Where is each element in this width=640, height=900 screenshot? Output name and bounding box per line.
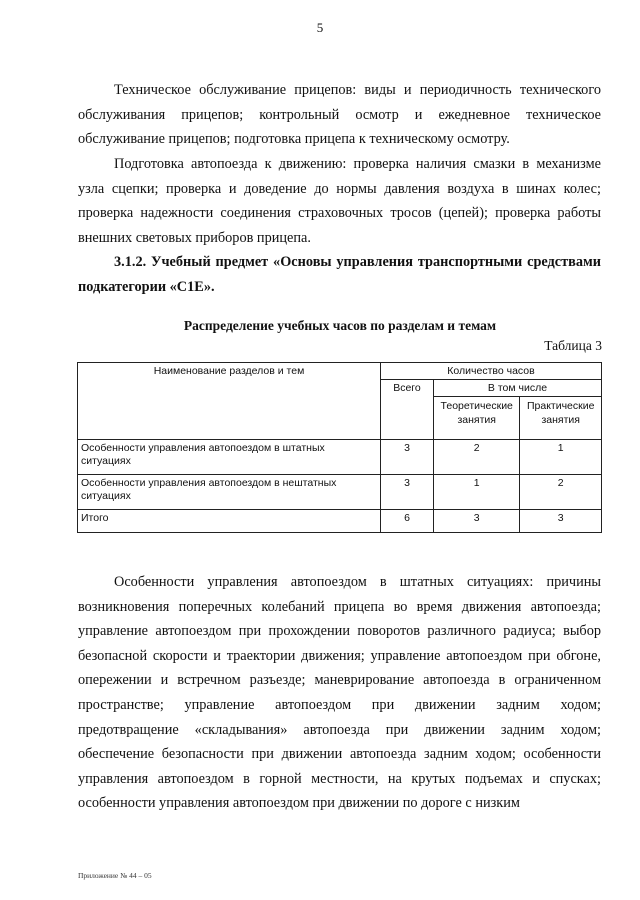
row-name: Итого bbox=[78, 510, 381, 533]
header-including: В том числе bbox=[434, 380, 602, 397]
header-theory: Теоретические занятия bbox=[434, 397, 520, 440]
paragraph-road-train-preparation: Подготовка автопоезда к движению: проверка наличия смазки в механизме узла сцепки; проверка и доведение до нормы давления воздуха в шинах колес; проверка надежности соединения страховочных тросов (цепей); проверка работы внешних световых приборов прицепа. bbox=[78, 156, 601, 246]
footer-annex-label: Приложение № 44 – 05 bbox=[78, 871, 152, 880]
header-total: Всего bbox=[381, 380, 434, 440]
row-total: 6 bbox=[381, 510, 434, 533]
hours-table bbox=[77, 362, 602, 533]
table-row bbox=[78, 440, 602, 475]
row-total: 3 bbox=[381, 475, 434, 510]
row-practice: 3 bbox=[520, 510, 602, 533]
row-theory: 1 bbox=[434, 475, 520, 510]
table-header-row bbox=[78, 363, 602, 380]
row-total: 3 bbox=[381, 440, 434, 475]
section-subheading: 3.1.2. Учебный предмет «Основы управления транспортными средствами подкатегории «C1E». bbox=[78, 254, 601, 295]
paragraph-trailer-maintenance: Техническое обслуживание прицепов: виды и периодичность технического обслуживания прицепов; контрольный осмотр и ежедневное техническое обслуживание прицепов; подготовка прицепа к техническому осмотру. bbox=[78, 82, 601, 147]
header-name: Наименование разделов и тем bbox=[78, 363, 381, 440]
header-practice: Практические занятия bbox=[520, 397, 602, 440]
row-name: Особенности управления автопоездом в нештатных ситуациях bbox=[78, 475, 381, 510]
paragraph-regular-situations: Особенности управления автопоездом в штатных ситуациях: причины возникновения поперечных колебаний прицепа во время движения автопоезда; управление автопоездом при прохождении поворотов различного радиуса; выбор безопасной скорости и траектории движения; управление автопоездом при обгоне, опережении и встречном разъезде; маневрирование автопоезда в ограниченном пространстве; управление автопоездом при движении задним ходом; предотвращение «складывания» автопоезда при движении задним ходом; обеспечение безопасности при движении автопоезда задним ходом; особенности управления автопоездом в горной местности, на крутых подъемах и спусках; особенности управления автопоездом при движении по дороге с низким bbox=[78, 574, 601, 812]
row-theory: 2 bbox=[434, 440, 520, 475]
table-title: Распределение учебных часов по разделам и темам bbox=[183, 318, 497, 333]
table-row bbox=[78, 475, 602, 510]
row-practice: 2 bbox=[520, 475, 602, 510]
page-number: 5 bbox=[316, 20, 324, 35]
row-theory: 3 bbox=[434, 510, 520, 533]
header-qty: Количество часов bbox=[381, 363, 602, 380]
row-name: Особенности управления автопоездом в штатных ситуациях bbox=[78, 440, 381, 475]
row-practice: 1 bbox=[520, 440, 602, 475]
table-number: Таблица 3 bbox=[544, 338, 602, 353]
table-total-row bbox=[78, 510, 602, 533]
